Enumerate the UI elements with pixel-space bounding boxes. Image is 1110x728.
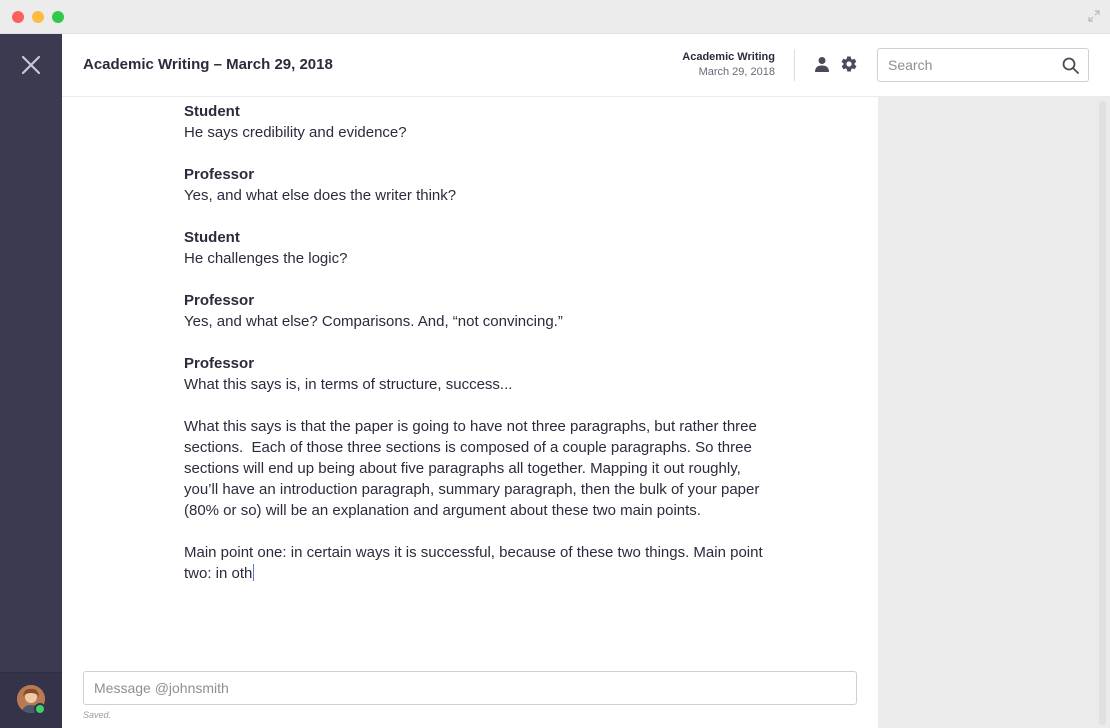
speaker-label: Student xyxy=(184,229,240,246)
transcript-text: He says credibility and evidence? xyxy=(184,124,407,141)
transcript-text: He challenges the logic? xyxy=(184,250,348,267)
fullscreen-icon[interactable] xyxy=(1088,10,1100,22)
transcript-text: Yes, and what else does the writer think? xyxy=(184,187,457,204)
search-input[interactable] xyxy=(878,49,1058,81)
message-composer xyxy=(83,671,857,705)
transcript-text: Yes, and what else? Comparisons. And, “not convincing.” xyxy=(184,313,563,330)
speaker-label: Professor xyxy=(184,292,255,309)
transcript-text: What this says is, in terms of structure, success... xyxy=(184,376,513,393)
speaker-label: Student xyxy=(184,103,240,120)
online-status-indicator xyxy=(34,703,46,715)
transcript-entry xyxy=(184,227,764,269)
title-bar xyxy=(0,0,1110,34)
search-icon[interactable] xyxy=(1062,57,1079,74)
notes-paragraph-active xyxy=(184,542,767,584)
meta-date: March 29, 2018 xyxy=(698,66,775,78)
window-close-button[interactable] xyxy=(12,11,24,23)
document-body[interactable] xyxy=(184,101,767,605)
transcript-entry xyxy=(184,353,764,395)
window-minimize-button[interactable] xyxy=(32,11,44,23)
notes-text: Main point one: in certain ways it is successful, because of these two things. Main point two: in oth xyxy=(184,544,767,582)
speaker-label: Professor xyxy=(184,166,255,183)
sidebar xyxy=(0,34,62,728)
notes-paragraph: What this says is that the paper is going to have not three paragraphs, but rather three sections. Each of those three sections is composed of a couple paragraphs. So three sections will end up being about five paragraphs all together. Mapping it out roughly, you’ll have an introduction paragraph, summary paragraph, then the bulk of your paper (80% or so) will be an explanation and argument about these two main points. xyxy=(184,418,764,519)
user-icon[interactable] xyxy=(814,56,830,72)
sidebar-footer xyxy=(0,672,62,728)
transcript-entry xyxy=(184,290,764,332)
gear-icon[interactable] xyxy=(840,55,858,73)
meta-title: Academic Writing xyxy=(682,51,775,63)
document-meta xyxy=(682,50,775,80)
scrollbar[interactable] xyxy=(1099,101,1106,725)
save-status: Saved. xyxy=(83,710,112,720)
search-box xyxy=(877,48,1089,82)
window-zoom-button[interactable] xyxy=(52,11,64,23)
message-input[interactable] xyxy=(84,672,856,704)
transcript-entry xyxy=(184,101,764,143)
right-panel xyxy=(878,97,1110,728)
header xyxy=(62,34,1110,97)
page-title: Academic Writing – March 29, 2018 xyxy=(83,56,333,73)
text-cursor xyxy=(253,564,254,581)
close-icon[interactable] xyxy=(18,52,44,78)
speaker-label: Professor xyxy=(184,355,255,372)
transcript-entry xyxy=(184,164,764,206)
header-divider xyxy=(794,49,795,81)
